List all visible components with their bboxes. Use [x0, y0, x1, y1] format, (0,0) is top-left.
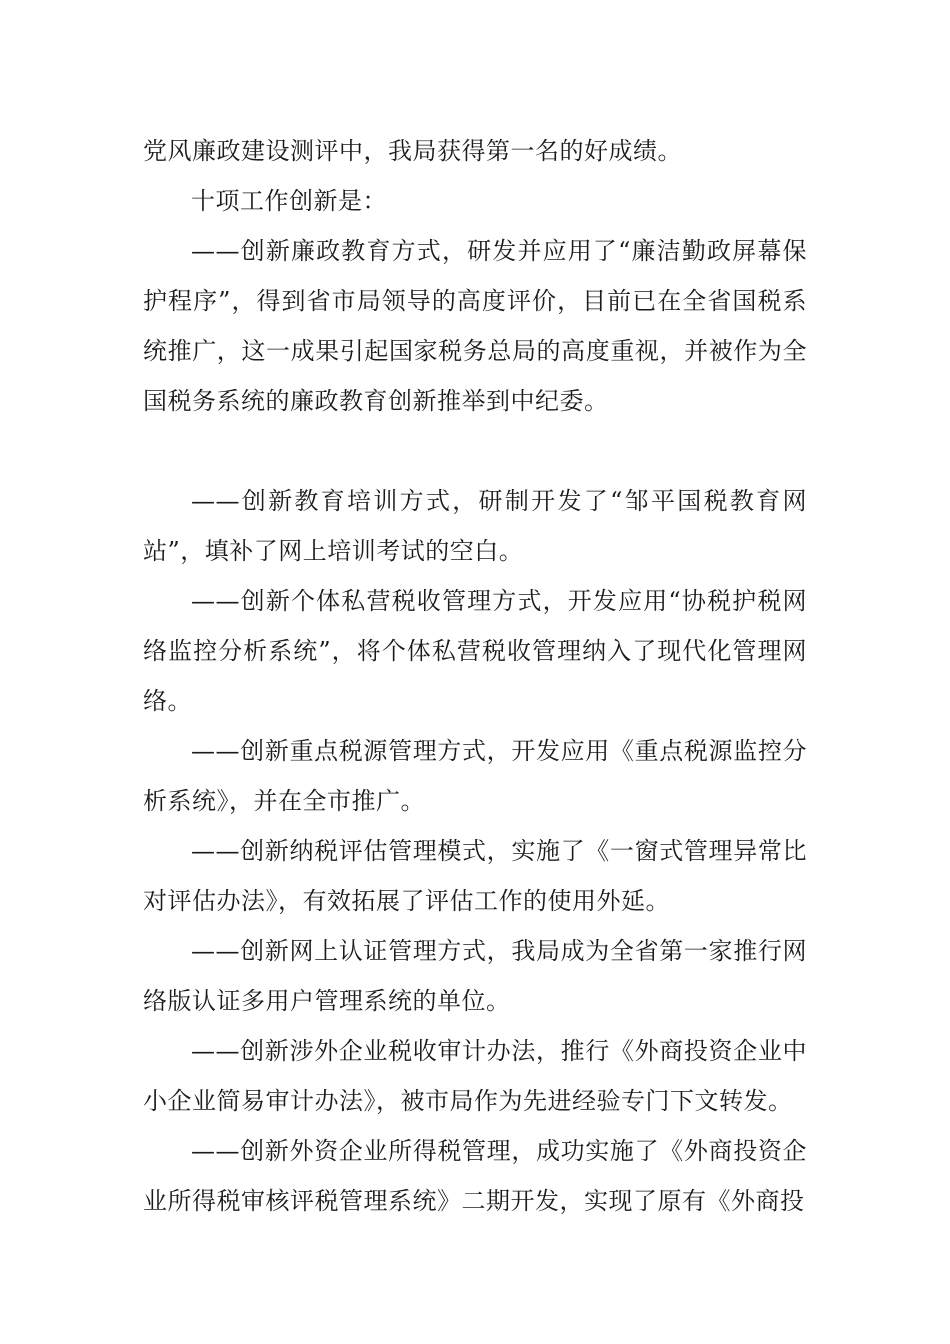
- paragraph-innovation-6: ——创新网上认证管理方式，我局成为全省第一家推行网络版认证多用户管理系统的单位。: [143, 937, 807, 1015]
- paragraph-innovation-3: ——创新个体私营税收管理方式，开发应用“协税护税网络监控分析系统”，将个体私营税收管理纳入了现代化管理网络。: [143, 587, 807, 715]
- paragraph-innovation-2: ——创新教育培训方式，研制开发了“邹平国税教育网站”，填补了网上培训考试的空白。: [143, 487, 807, 565]
- paragraph-continuation: 党风廉政建设测评中，我局获得第一名的好成绩。: [143, 137, 682, 165]
- paragraph-innovation-1: ——创新廉政教育方式，研发并应用了“廉洁勤政屏幕保护程序”，得到省市局领导的高度评价，目前已在全省国税系统推广，这一成果引起国家税务总局的高度重视，并被作为全国税务系统的廉政教育创新推举到中纪委。: [143, 237, 807, 415]
- document-body: [143, 126, 807, 1226]
- paragraph-innovation-7: ——创新涉外企业税收审计办法，推行《外商投资企业中小企业简易审计办法》，被市局作为先进经验专门下文转发。: [143, 1037, 807, 1115]
- blank-line: [143, 426, 807, 476]
- paragraph-innovation-8: ——创新外资企业所得税管理，成功实施了《外商投资企业所得税审核评税管理系统》二期开发，实现了原有《外商投: [143, 1137, 807, 1215]
- paragraph-innovations-intro: 十项工作创新是：: [191, 187, 387, 215]
- paragraph-innovation-4: ——创新重点税源管理方式，开发应用《重点税源监控分析系统》，并在全市推广。: [143, 737, 807, 815]
- paragraph-innovation-5: ——创新纳税评估管理模式，实施了《一窗式管理异常比对评估办法》，有效拓展了评估工作的使用外延。: [143, 837, 807, 915]
